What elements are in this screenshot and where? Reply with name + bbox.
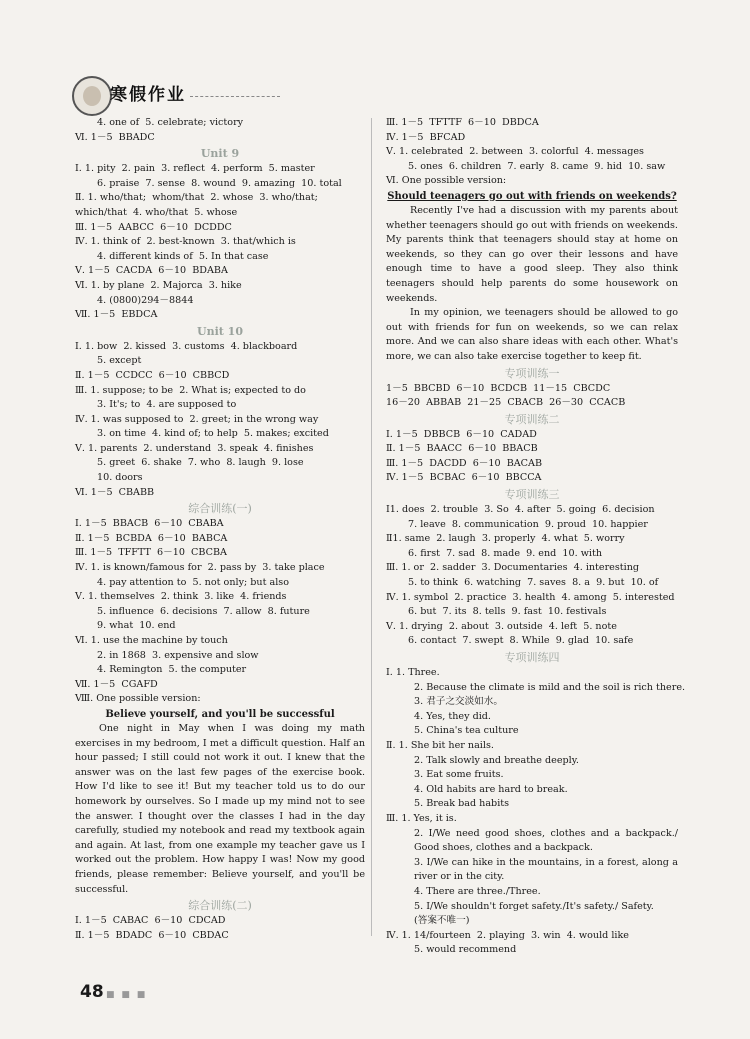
answer-line: Ⅰ. 1－5 DBBCB 6－10 CADAD [386, 428, 537, 440]
answer-line: 5. I/We shouldn't forget safety./It's safety./ Safety. [414, 900, 654, 912]
left-column [75, 116, 365, 943]
answer-line: Unit 10 [197, 324, 243, 338]
answer-line: 4. pay attention to 5. not only; but also [97, 576, 289, 588]
page-header [72, 74, 282, 114]
answer-line: Ⅰ. 1－5 CABAC 6－10 CDCAD [75, 915, 226, 927]
page-number-decoration: ■ ■ ■ [106, 990, 148, 1000]
answer-line: 7. leave 8. communication 9. proud 10. happier [408, 518, 648, 530]
answer-line: 2. Talk slowly and breathe deeply. [414, 754, 579, 766]
answer-line: 专项训练二 [504, 412, 560, 426]
answer-line: 5. to think 6. watching 7. saves 8. a 9. but 10. of [408, 577, 659, 589]
answer-line: 4. (0800)294－8844 [97, 294, 194, 306]
answer-line: Ⅵ. 1. by plane 2. Majorca 3. hike [75, 279, 242, 291]
answer-line: Ⅴ. 1. parents 2. understand 3. speak 4. finishes [75, 442, 314, 454]
answer-line: 4. Old habits are hard to break. [414, 783, 568, 795]
answer-line: Ⅰ. 1. pity 2. pain 3. reflect 4. perform 5. master [75, 163, 315, 175]
answer-line: Ⅳ. 1－5 BFCAD [386, 131, 466, 143]
answer-line: 5. influence 6. decisions 7. allow 8. future [97, 605, 310, 617]
answer-line: 10. doors [97, 472, 143, 484]
answer-line: Ⅵ. 1－5 CBABB [75, 486, 155, 498]
answer-line: Ⅰ. 1. bow 2. kissed 3. customs 4. blackboard [75, 340, 298, 352]
answer-line: 3. It's; to 4. are supposed to [97, 399, 237, 411]
page-number: 48 [80, 982, 104, 1002]
answer-line: Ⅵ. 1. use the machine by touch [75, 635, 228, 646]
answer-line: Ⅴ. 1－5 CACDA 6－10 BDABA [75, 265, 228, 277]
answer-line: 2. in 1868 3. expensive and slow [97, 649, 259, 661]
answer-line: Ⅳ. 1. symbol 2. practice 3. health 4. among 5. interested [386, 591, 675, 603]
answer-line: Ⅰ. 1. Three. [386, 667, 440, 678]
answer-line: Believe yourself, and you'll be successful [105, 708, 335, 720]
answer-line: Ⅵ. 1－5 BBADC [75, 131, 155, 143]
answer-line: 5. Break bad habits [414, 798, 510, 810]
answer-line: 6. first 7. sad 8. made 9. end 10. with [408, 547, 603, 559]
answer-line: 综合训练(二) [188, 899, 252, 913]
header-title: 寒假作业 [110, 85, 186, 105]
answer-line: 4. Remington 5. the computer [97, 664, 247, 676]
answer-line: 专项训练四 [504, 651, 560, 664]
answer-line: Ⅶ. 1－5 EBDCA [75, 309, 158, 321]
answer-line: 1－5 BBCBD 6－10 BCDCB 11－15 CBCDC [386, 382, 611, 394]
answer-line: 5. would recommend [414, 944, 517, 956]
answer-line: Ⅱ. 1－5 BAACC 6－10 BBACB [386, 443, 538, 455]
right-column [386, 116, 686, 958]
answer-line: 6. praise 7. sense 8. wound 9. amazing 10. total [97, 177, 342, 189]
answer-line: Ⅰ1. does 2. trouble 3. So 4. after 5. going 6. decision [386, 504, 655, 516]
logo-icon [72, 76, 112, 116]
answer-line: Ⅴ. 1. drying 2. about 3. outside 4. left 5. note [386, 620, 617, 632]
header-decoration [190, 96, 280, 97]
answer-line: 5. except [97, 355, 142, 367]
answer-line: Ⅳ. 1. think of 2. best-known 3. that/which is [75, 236, 296, 248]
answer-line: Ⅱ. 1. who/that; whom/that 2. whose 3. who/that; [75, 192, 318, 204]
answer-line: Ⅱ1. same 2. laugh 3. properly 4. what 5. worry [386, 533, 625, 545]
answer-line: Ⅲ. 1. Yes, it is. [386, 812, 457, 824]
answer-line: Ⅲ. 1－5 AABCC 6－10 DCDDC [75, 221, 232, 233]
answer-line: Ⅳ. 1. was supposed to 2. greet; in the wrong way [75, 413, 319, 425]
answer-line: Ⅱ. 1－5 BCBDA 6－10 BABCA [75, 532, 228, 544]
answer-line: Ⅲ. 1. suppose; to be 2. What is; expected to do [75, 384, 306, 396]
answer-line: 4. There are three./Three. [414, 885, 541, 897]
answer-line: Ⅳ. 1. is known/famous for 2. pass by 3. take place [75, 562, 325, 574]
answer-line: Ⅵ. One possible version: [386, 175, 507, 187]
answer-line: 3. on time 4. kind of; to help 5. makes; excited [97, 428, 329, 440]
answer-line: 3. Eat some fruits. [414, 769, 504, 781]
answer-line: 5. ones 6. children 7. early 8. came 9. hid 10. saw [408, 160, 666, 172]
answer-line: 3. 君子之交淡如水。 [414, 696, 503, 708]
answer-line: Unit 9 [200, 147, 240, 161]
answer-line: 4. one of 5. celebrate; victory [97, 117, 244, 128]
answer-line: Ⅰ. 1－5 BBACB 6－10 CBABA [75, 518, 224, 530]
column-divider [371, 118, 372, 936]
answer-line: Ⅱ. 1－5 CCDCC 6－10 CBBCD [75, 369, 230, 381]
answer-line: 4. Yes, they did. [414, 710, 491, 722]
answer-line: Ⅲ. 1. or 2. sadder 3. Documentaries 4. interesting [386, 562, 640, 574]
answer-line: Ⅳ. 1. 14/fourteen 2. playing 3. win 4. would like [386, 929, 629, 941]
answer-line: Should teenagers go out with friends on weekends? [387, 190, 677, 202]
answer-line: 6. contact 7. swept 8. While 9. glad 10. safe [408, 635, 634, 647]
answer-line: 专项训练三 [504, 488, 560, 502]
answer-line: 2. I/We need good shoes, clothes and a backpack./ Good shoes, clothes and a backpack. [414, 827, 678, 854]
answer-line: 5. China's tea culture [414, 725, 519, 737]
answer-line: 综合训练(一) [188, 502, 252, 516]
answer-line: Ⅴ. 1. celebrated 2. between 3. colorful 4. messages [386, 146, 644, 158]
answer-line: Ⅶ. 1－5 CGAFD [75, 678, 158, 690]
answer-line: 2. Because the climate is mild and the soil is rich there. [414, 681, 686, 693]
answer-line: 专项训练一 [504, 366, 560, 380]
answer-line: 6. but 7. its 8. tells 9. fast 10. festivals [408, 606, 607, 618]
answer-line: Ⅲ. 1－5 TFTTF 6－10 DBDCA [386, 117, 539, 128]
answer-line: 3. I/We can hike in the mountains, in a forest, along a river or in the city. [414, 856, 678, 883]
answer-line: Ⅷ. One possible version: [75, 693, 201, 705]
answer-line: 5. greet 6. shake 7. who 8. laugh 9. lose [97, 457, 304, 469]
answer-line: 9. what 10. end [97, 620, 176, 632]
answer-line: In my opinion, we teenagers should be allowed to go out with friends for fun on weekends, so we can relax more. And we can also share ideas with each other. What's more, we can also take exercise together to keep fit. [386, 307, 678, 362]
answer-line: Ⅲ. 1－5 TFFTT 6－10 CBCBA [75, 547, 227, 559]
answer-line: One night in May when I was doing my math exercises in my bedroom, I met a difficult question. Half an hour passed; I still could not work it out. I knew that the answer was on the last few pages of the exercise book. How I'd like to see it! But my teacher told us to do our homework by ourselves. So I made up my mind not to see the answer. I thought over the classes I had in the day carefully, studied my notebook and read my textbook again and again. At last, from one example my teacher gave us I worked out the problem. How happy I was! Now my good friends, please remember: Believe yourself, and you'll be successful. [75, 722, 365, 895]
answer-line: Recently I've had a discussion with my parents about whether teenagers should go out with friends on weekends. My parents think that teenagers should stay at home on weekends, so they can go over their lessons and have enough time to have a good sleep. They also think teenagers should help parents do some housework on weekends. [386, 204, 678, 304]
answer-line: which/that 4. who/that 5. whose [75, 206, 238, 218]
answer-line: 4. different kinds of 5. In that case [97, 250, 269, 262]
answer-line: Ⅴ. 1. themselves 2. think 3. like 4. friends [75, 591, 287, 603]
answer-line: Ⅱ. 1－5 BDADC 6－10 CBDAC [75, 929, 229, 941]
answer-line: Ⅱ. 1. She bit her nails. [386, 739, 494, 751]
answer-line: Ⅳ. 1－5 BCBAC 6－10 BBCCA [386, 472, 542, 484]
answer-line: (答案不唯一) [414, 915, 470, 927]
answer-line: 16－20 ABBAB 21－25 CBACB 26－30 CCACB [386, 397, 626, 409]
answer-line: Ⅲ. 1－5 DACDD 6－10 BACAB [386, 457, 542, 469]
